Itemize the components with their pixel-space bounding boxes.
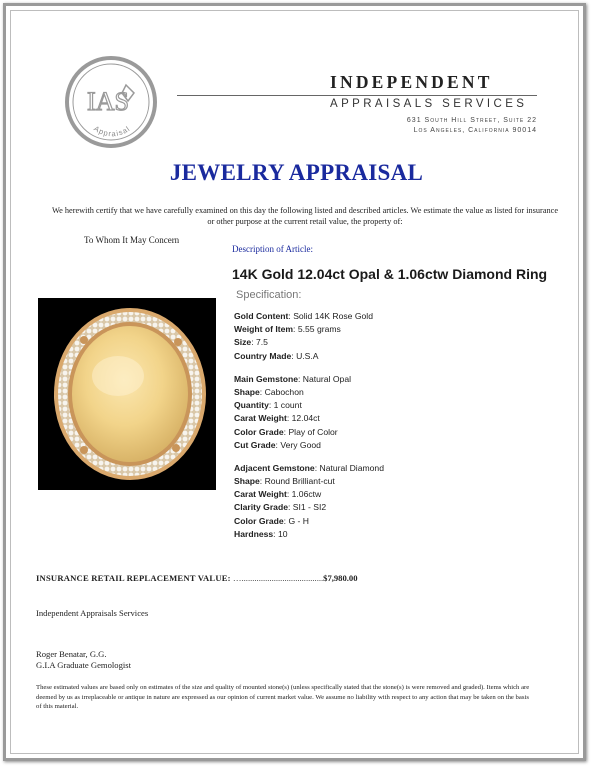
- spec-weight: Weight of Item: 5.55 grams: [234, 324, 341, 335]
- recipient: To Whom It May Concern: [84, 235, 180, 245]
- disclaimer: These estimated values are based only on estimates of the size and quality of mounted stone(s) (unless specifically stated that the stone(s) is were removed and graded). Items which are deemed by us as irreplaceable or antique in nature are expressed as our opinion of current market value. We assume no liability with respect to any action that may be taken on the basis of this material.: [36, 684, 530, 710]
- description-label: Description of Article:: [232, 244, 313, 254]
- ias-logo: [64, 55, 158, 149]
- company-header: [330, 72, 538, 93]
- ring-photo: [38, 298, 216, 490]
- spec-main-gemstone: Main Gemstone: Natural Opal: [234, 373, 352, 384]
- spec-main-carat: Carat Weight: 12.04ct: [234, 413, 320, 424]
- spec-adjacent-shape: Shape: Round Brilliant-cut: [234, 476, 335, 487]
- item-title: 14K Gold 12.04ct Opal & 1.06ctw Diamond Ring: [232, 266, 548, 282]
- logo-arc-text: Appraisal: [92, 123, 132, 139]
- company-name: INDEPENDENT: [330, 72, 493, 92]
- insurance-dots: …......................................: [232, 573, 324, 583]
- insurance-value: $7,980.00: [323, 573, 358, 583]
- spec-size: Size: 7.5: [234, 337, 268, 348]
- spec-gold-content: Gold Content: Solid 14K Rose Gold: [234, 311, 373, 321]
- spec-adjacent-carat: Carat Weight: 1.06ctw: [234, 489, 322, 500]
- address-line-1: 631 South Hill Street, Suite 22: [406, 117, 537, 124]
- spec-adjacent-color: Color Grade: G - H: [234, 515, 309, 526]
- company-subtitle: APPRAISALS SERVICES: [330, 98, 528, 110]
- spec-main-shape: Shape: Cabochon: [234, 386, 304, 397]
- ring-illustration: [38, 298, 216, 490]
- insurance-value-line: [36, 573, 358, 583]
- spec-adjacent-gemstone: Adjacent Gemstone: Natural Diamond: [234, 462, 384, 473]
- spec-main-color: Color Grade: Play of Color: [234, 426, 338, 437]
- signer-title: G.I.A Graduate Gemologist: [36, 660, 131, 670]
- signer-name: Roger Benatar, G.G.: [36, 649, 107, 659]
- specifications: [234, 310, 384, 541]
- certify-text: We herewith certify that we have carefully examined on this day the following listed and described articles. We estimate the value as listed for insurance or other purpose at the current retail value, the property of:: [51, 206, 559, 226]
- signature-company: Independent Appraisals Services: [36, 608, 149, 618]
- spec-adjacent-clarity: Clarity Grade: SI1 - SI2: [234, 502, 327, 513]
- spec-country: Country Made: U.S.A: [234, 350, 319, 361]
- spec-main-quantity: Quantity: 1 count: [234, 400, 302, 411]
- company-address: [407, 116, 537, 136]
- specification-label: Specification:: [236, 289, 302, 301]
- svg-text:Appraisal: [92, 124, 132, 138]
- document-title: JEWELRY APPRAISAL: [169, 160, 424, 185]
- signer-block: [36, 649, 131, 671]
- spec-adjacent-hardness: Hardness: 10: [234, 528, 288, 539]
- header-rule: [177, 95, 537, 96]
- insurance-label: INSURANCE RETAIL REPLACEMENT VALUE:: [36, 573, 231, 583]
- logo-initials: IAS: [87, 87, 129, 116]
- address-line-2: Los Angeles, California 90014: [413, 127, 537, 134]
- spec-main-cut: Cut Grade: Very Good: [234, 439, 321, 450]
